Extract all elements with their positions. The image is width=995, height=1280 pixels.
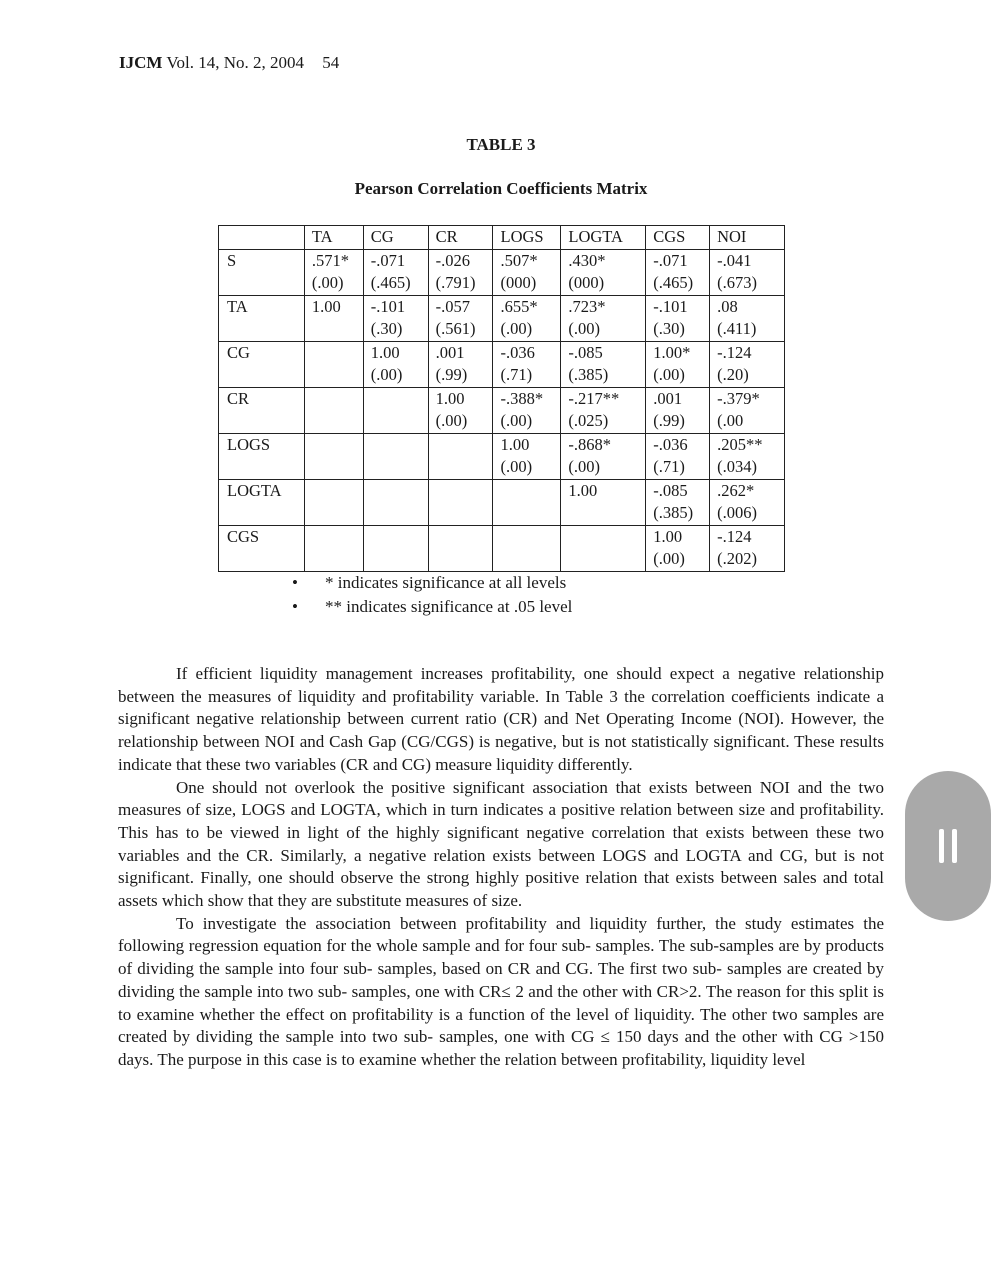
table-cell [493,479,561,525]
paragraph: To investigate the association between profitability and liquidity further, the study estimates the following regression equation for the whole sample and for four sub- samples. The sub-samples are by products of dividing the sample into four sub- samples, based on CR and CG. The first two sub- samples are created by dividing the sample into two sub- samples, one with CR≤ 2 and the other with CR>2. The reason for this split is to examine whether the effect on profitability is a function of the level of liquidity. The other two samples are created by dividing the sample into two sub- samples, one with CG ≤ 150 days and the other with CG >150 days. The purpose in this case is to examine whether the relation between profitability, liquidity level [118,913,884,1069]
table-cell: -.036 (.71) [493,341,561,387]
column-header: LOGS [493,226,561,250]
table-cell: .571* (.00) [304,249,363,295]
table-row [219,341,785,387]
column-header: CG [363,226,428,250]
table-cell: .507* (000) [493,249,561,295]
table-header-row [219,226,785,250]
journal-name: IJCM [119,53,163,72]
table-cell: -.071 (.465) [363,249,428,295]
row-label: CR [219,387,305,433]
table-cell: -.041 (.673) [710,249,785,295]
table-cell [304,479,363,525]
table-cell: 1.00 [561,479,646,525]
table-cell: 1.00 [304,295,363,341]
table-cell [493,525,561,571]
table-notes [292,571,572,619]
table-row [219,295,785,341]
table-cell: -.868* (.00) [561,433,646,479]
table-cell [363,387,428,433]
table-cell: -.085 (.385) [561,341,646,387]
column-header [219,226,305,250]
bullet-icon: • [292,597,298,616]
table-cell: .430* (000) [561,249,646,295]
table-cell: 1.00* (.00) [646,341,710,387]
table-cell: .001 (.99) [646,387,710,433]
table-cell: 1.00 (.00) [428,387,493,433]
table-row [219,479,785,525]
note-text: * indicates significance at all levels [325,573,567,592]
bullet-icon: • [292,573,298,592]
table-row [219,249,785,295]
row-label: CGS [219,525,305,571]
table-cell: -.036 (.71) [646,433,710,479]
table-cell: 1.00 (.00) [646,525,710,571]
table-cell: -.101 (.30) [646,295,710,341]
row-label: TA [219,295,305,341]
table-cell: .08 (.411) [710,295,785,341]
table-cell [561,525,646,571]
table-cell: 1.00 (.00) [363,341,428,387]
table-row [219,433,785,479]
table-cell [304,341,363,387]
row-label: CG [219,341,305,387]
table-cell [363,433,428,479]
table-cell: -.388* (.00) [493,387,561,433]
table-cell [428,479,493,525]
table-cell: -.124 (.202) [710,525,785,571]
page-number: 54 [322,53,340,72]
paragraph: If efficient liquidity management increases profitability, one should expect a negative relationship between the measures of liquidity and profitability variable. In Table 3 the correlation coefficients indicate a significant negative relationship between current ratio (CR) and Net Operating Income (NOI). However, the relationship between NOI and Cash Gap (CG/CGS) is negative, but is not statistically significant. These results indicate that these two variables (CR and CG) measure liquidity differently. [118,664,884,774]
table-cell: .205** (.034) [710,433,785,479]
table-cell: -.124 (.20) [710,341,785,387]
column-header: TA [304,226,363,250]
table-cell: -.379* (.00 [710,387,785,433]
row-label: S [219,249,305,295]
table-cell [363,479,428,525]
running-header [119,53,339,73]
table-title: TABLE 3 [466,135,536,154]
table-cell: .262* (.006) [710,479,785,525]
paragraph: One should not overlook the positive significant association that exists between NOI and the two measures of size, LOGS and LOGTA, which in turn indicates a positive relation between size and profitability. This has to be viewed in light of the highly significant negative correlation that exists between these two variables and the CR. Similarly, a negative relation exists between LOGS and LOGTA and CG, but is not significant. Finally, one should observe the strong highly positive relation that exists between sales and total assets which show that they are substitute measures of size. [118,777,884,911]
table-cell [304,387,363,433]
table-cell: -.026 (.791) [428,249,493,295]
note-text: ** indicates significance at .05 level [325,597,573,616]
note-item [292,595,572,619]
note-item [292,571,572,595]
row-label: LOGS [219,433,305,479]
column-header: CR [428,226,493,250]
table-cell: -.101 (.30) [363,295,428,341]
table-cell: -.217** (.025) [561,387,646,433]
correlation-table [218,225,785,572]
table-cell: -.071 (.465) [646,249,710,295]
table-cell [304,525,363,571]
table-row [219,525,785,571]
table-cell [304,433,363,479]
column-header: CGS [646,226,710,250]
table-cell: 1.00 (.00) [493,433,561,479]
grip-line-icon [939,829,944,863]
table-cell: .001 (.99) [428,341,493,387]
table-cell: -.057 (.561) [428,295,493,341]
column-header: NOI [710,226,785,250]
table-cell: .723* (.00) [561,295,646,341]
scroll-handle[interactable] [905,771,991,921]
table-cell: -.085 (.385) [646,479,710,525]
grip-line-icon [952,829,957,863]
table-subtitle: Pearson Correlation Coefficients Matrix [354,179,648,198]
table-row [219,387,785,433]
row-label: LOGTA [219,479,305,525]
table-cell [428,433,493,479]
column-header: LOGTA [561,226,646,250]
journal-volume: Vol. 14, No. 2, 2004 [166,53,304,72]
body-text [118,663,884,1072]
table-cell: .655* (.00) [493,295,561,341]
table-cell [363,525,428,571]
table-cell [428,525,493,571]
